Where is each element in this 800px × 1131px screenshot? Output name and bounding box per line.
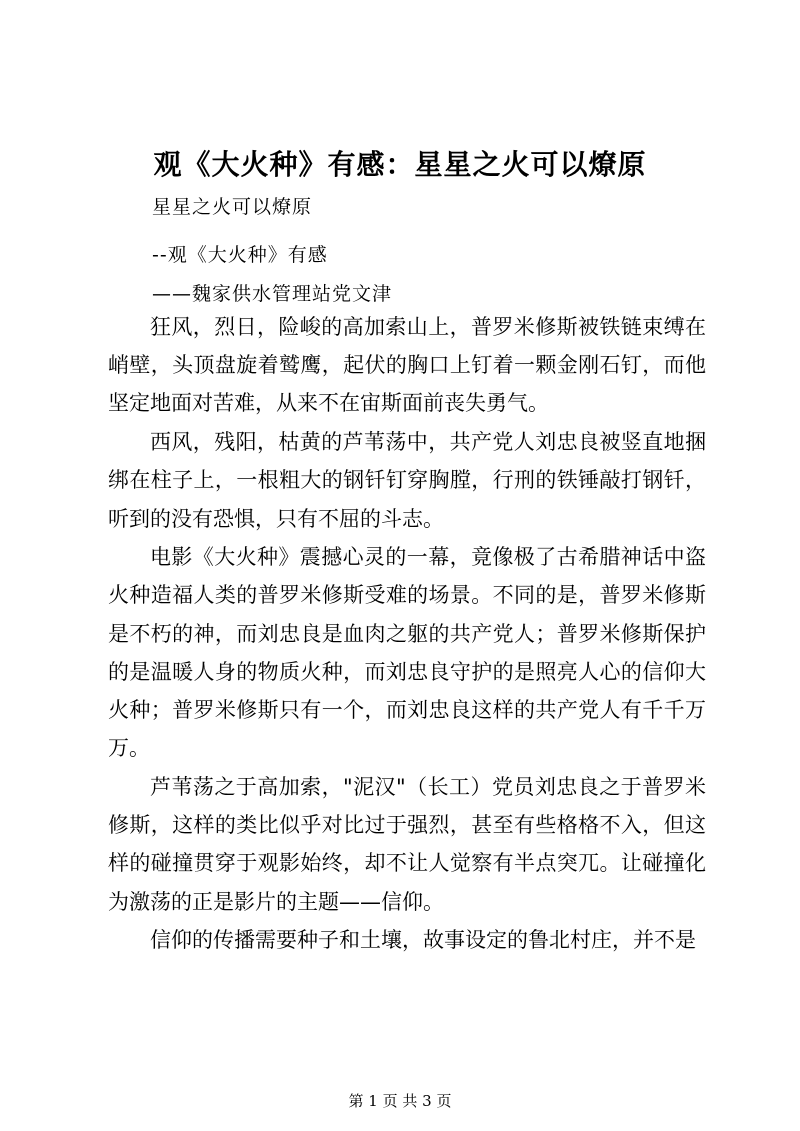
paragraph: 信仰的传播需要种子和土壤，故事设定的鲁北村庄，并不是: [150, 928, 696, 953]
subtitle: 星星之火可以燎原: [152, 196, 313, 218]
paragraph: 西风，残阳，枯黄的芦苇荡中，共产党人刘忠良被竖直地捆绑在柱子上，一根粗大的钢钎钉穿胸膛，行刑的铁锤敲打钢钎，听到的没有恐惧，只有不屈的斗志。: [108, 430, 706, 531]
paragraph: 芦苇荡之于高加索，"泥汉"（长工）党员刘忠良之于普罗米修斯，这样的类比似乎对比过于强烈，甚至有些格格不入，但这样的碰撞贯穿于观影始终，却不让人觉察有半点突兀。让碰撞化为激荡的正是影片的主题——信仰。: [108, 774, 706, 914]
paragraph: 电影《大火种》震撼心灵的一幕，竟像极了古希腊神话中盗火种造福人类的普罗米修斯受难的场景。不同的是，普罗米修斯是不朽的神，而刘忠良是血肉之躯的共产党人；普罗米修斯保护的是温暖人身的物质火种，而刘忠良守护的是照亮人心的信仰大火种；普罗米修斯只有一个，而刘忠良这样的共产党人有千千万万。: [108, 545, 706, 761]
document-title: 观《大火种》有感：星星之火可以燎原: [153, 148, 647, 181]
author-line: ——魏家供水管理站党文津: [152, 283, 393, 305]
page-footer: 第 1 页 共 3 页: [348, 1092, 452, 1110]
subtitle-line: --观《大火种》有感: [152, 244, 328, 266]
paragraph: 狂风，烈日，险峻的高加索山上，普罗米修斯被铁链束缚在峭壁，头顶盘旋着鹫鹰，起伏的胸口上钉着一颗金刚石钉，而他坚定地面对苦难，从来不在宙斯面前丧失勇气。: [108, 315, 706, 416]
body-text: [108, 308, 706, 960]
